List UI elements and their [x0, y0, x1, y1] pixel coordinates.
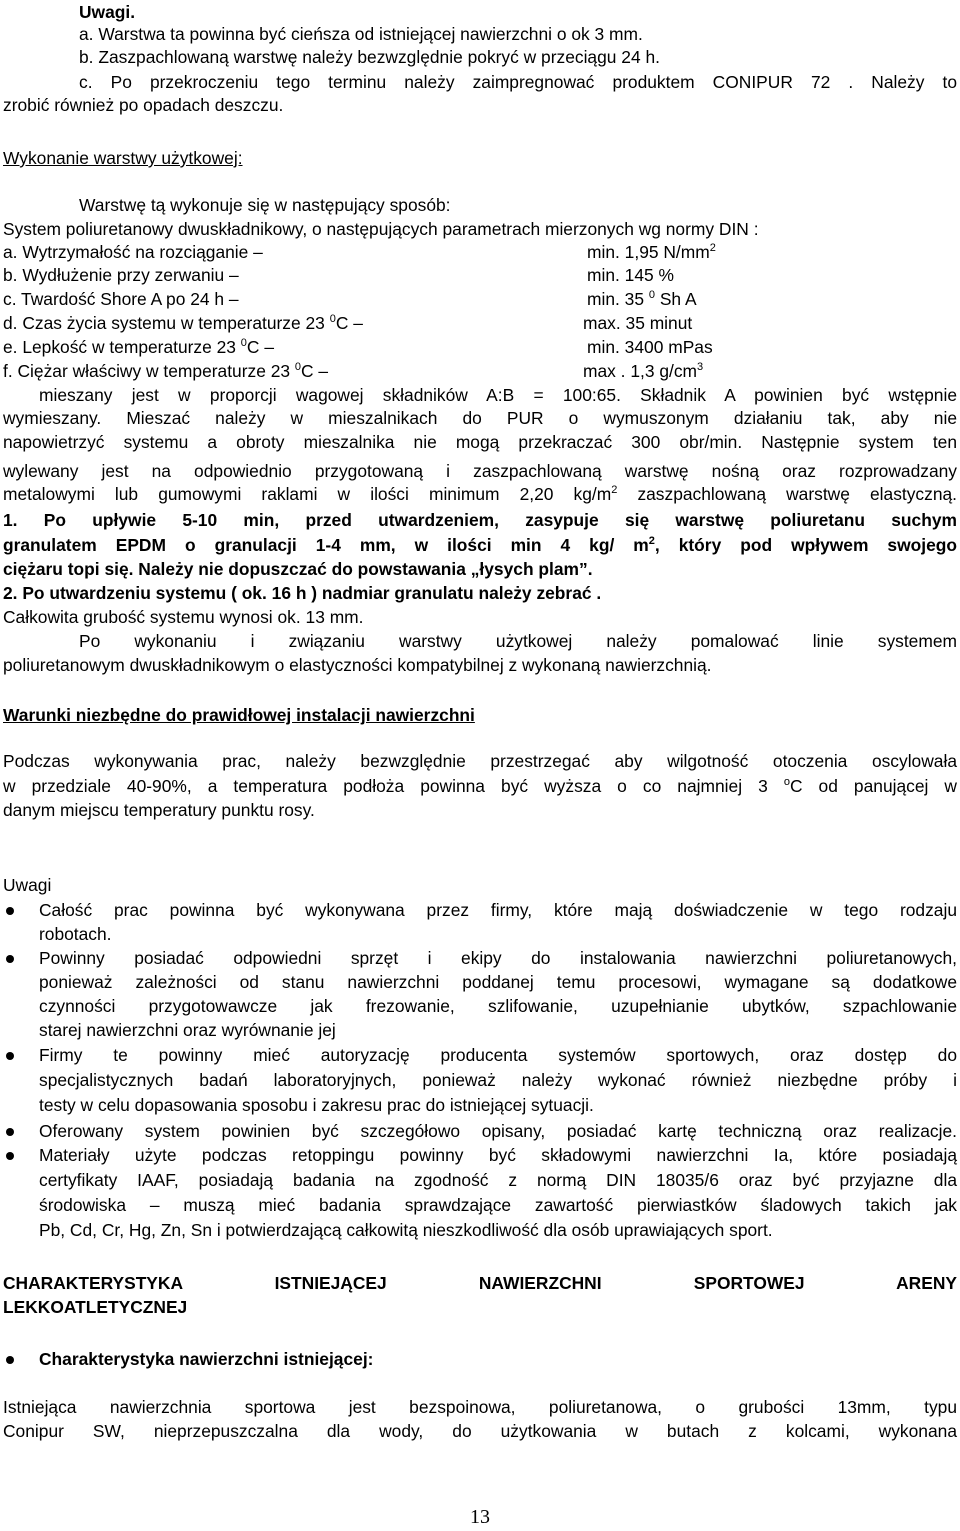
page-number: 13	[470, 1506, 490, 1528]
param-value: min. 35 $^0$ Sh A	[587, 289, 697, 309]
bullet-icon	[6, 907, 14, 915]
remarks-title: Uwagi	[3, 875, 52, 895]
param-row	[3, 241, 957, 263]
wear-layer-intro: Warstwę tą wykonuje się w następujący sposób:	[79, 195, 451, 215]
remark-3-line2: specjalistycznych badań laboratoryjnych, ponieważ należy wykonać również niezbędne próby i	[39, 1070, 957, 1090]
note-c-line2: zrobić również po opadach deszczu.	[3, 95, 284, 115]
bullet-icon	[6, 955, 14, 963]
param-label: b. Wydłużenie przy zerwaniu –	[3, 265, 239, 285]
characteristics-line2: Conipur SW, nieprzepuszczalna dla wody, do użytkowania w butach z kolcami, wykonana	[3, 1421, 957, 1441]
param-row	[3, 336, 957, 358]
bullet-icon	[6, 1128, 14, 1136]
conditions-line1: Podczas wykonywania prac, należy bezwzględnie przestrzegać aby wilgotność otoczenia oscylowała	[3, 751, 957, 771]
characteristics-subheading: Charakterystyka nawierzchni istniejącej:	[39, 1349, 374, 1369]
step1-line3: ciężaru topi się. Należy nie dopuszczać do powstawania „łysych plam”.	[3, 559, 593, 579]
remark-5-line4: Pb, Cd, Cr, Hg, Zn, Sn i potwierdzającą całkowitą nieszkodliwość dla osób uprawiających sport.	[39, 1220, 773, 1240]
characteristics-line1: Istniejąca nawierzchnia sportowa jest bezspoinowa, poliuretanowa, o grubości 13mm, typu	[3, 1397, 957, 1417]
remark-5-line3: środowiska – muszą mieć badania sprawdzające zawartość pierwiastków śladowych takich jak	[39, 1195, 957, 1215]
mixing-line4: wylewany jest na odpowiednio przygotowaną i zaszpachlowaną warstwę nośną oraz rozprowadzany	[3, 461, 957, 481]
note-b: b. Zaszpachlowaną warstwę należy bezwzględnie pokryć w przeciągu 24 h.	[79, 47, 660, 67]
remark-5-line2: certyfikaty IAAF, posiadają badania na zgodność z normą DIN 18035/6 oraz być przyjazne dla	[39, 1170, 957, 1190]
param-value: max . 1,3 $g/cm^3$	[583, 361, 704, 381]
param-value: min. 3400 mPas	[587, 337, 713, 357]
remark-5-line1: Materiały użyte podczas retoppingu powinny być składowymi nawierzchni Ia, które posiadają	[39, 1145, 957, 1165]
step1-line2: granulatem EPDM o granulacji 1-4 mm, w ilości min 4 kg/ $m^2$, który pod wpływem swojego	[3, 535, 957, 555]
mixing-line1: mieszany jest w proporcji wagowej składników A:B = 100:65. Składnik A powinien być wstępnie	[39, 385, 957, 405]
remark-2-line2: ponieważ zależności od stanu nawierzchni poddanej temu procesowi, wymagane są dodatkowe	[39, 972, 957, 992]
characteristics-heading-line2: LEKKOATLETYCZNEJ	[3, 1297, 188, 1317]
bullet-icon	[6, 1152, 14, 1160]
mixing-line3: napowietrzyć systemu a obroty mieszalnika nie mogą przekraczać 300 obr/min. Następnie system ten	[3, 432, 957, 452]
remark-1-line1: Całość prac powinna być wykonywana przez firmy, które mają doświadczenie w tego rodzaju	[39, 900, 957, 920]
characteristics-heading-line1: CHARAKTERYSTYKA ISTNIEJĄCEJ NAWIERZCHNI SPORTOWEJ ARENY	[3, 1273, 957, 1293]
notes-heading: Uwagi.	[79, 2, 136, 22]
param-label: a. Wytrzymałość na rozciąganie –	[3, 242, 263, 262]
remark-2-line4: starej nawierzchni oraz wyrównanie jej	[39, 1020, 336, 1040]
conditions-heading: Warunki niezbędne do prawidłowej instalacji nawierzchni	[3, 705, 475, 725]
mixing-line2: wymieszany. Mieszać należy w mieszalnikach do PUR o wymuszonym działaniu tak, aby nie	[3, 408, 957, 428]
wear-layer-heading: Wykonanie warstwy użytkowej:	[3, 148, 243, 168]
conditions-line3: danym miejscu temperatury punktu rosy.	[3, 800, 315, 820]
bullet-icon	[6, 1356, 14, 1364]
param-label: f. Ciężar właściwy w temperaturze 23 $^0$C –	[3, 361, 329, 381]
remark-2-line1: Powinny posiadać odpowiedni sprzęt i ekipy do instalowania nawierzchni poliuretanowych,	[39, 948, 957, 968]
wear-layer-system: System poliuretanowy dwuskładnikowy, o następujących parametrach mierzonych wg normy DIN :	[3, 219, 759, 239]
param-row	[3, 288, 957, 310]
param-row	[3, 312, 957, 334]
remark-4-line1: Oferowany system powinien być szczegółowo opisany, posiadać kartę techniczną oraz realizacje.	[39, 1121, 957, 1141]
remark-2-line3: czynności przygotowawcze jak frezowanie, szlifowanie, uzupełnianie ubytków, szpachlowanie	[39, 996, 957, 1016]
conditions-line2: w przedziale 40-90%, a temperatura podłoża powinna być wyższa o co najmniej 3 $^o$C od panującej w	[3, 776, 957, 796]
step1-line1: 1. Po upływie 5-10 min, przed utwardzeniem, zasypuje się warstwę poliuretanu suchym	[3, 510, 957, 530]
step2: 2. Po utwardzeniu systemu ( ok. 16 h ) nadmiar granulatu należy zebrać .	[3, 583, 602, 603]
note-a: a. Warstwa ta powinna być cieńsza od istniejącej nawierzchni o ok 3 mm.	[79, 24, 643, 44]
param-value: min. 145 %	[587, 265, 674, 285]
param-value: min. 1,95 $N/mm^2$	[587, 242, 716, 262]
remark-3-line3: testy w celu dopasowania sposobu i zakresu prac do istniejącej sytuacji.	[39, 1095, 594, 1115]
param-value: max. 35 minut	[583, 313, 693, 333]
mixing-line5: metalowymi lub gumowymi raklami w ilości minimum 2,20 $kg/m^2$ zaszpachlowaną warstwę elastyczną.	[3, 484, 957, 504]
remark-3-line1: Firmy te powinny mieć autoryzację producenta systemów sportowych, oraz dostęp do	[39, 1045, 957, 1065]
param-label: e. Lepkość w temperaturze 23 $^0$C –	[3, 337, 274, 357]
total-thickness: Całkowita grubość systemu wynosi ok. 13 mm.	[3, 607, 364, 627]
bullet-icon	[6, 1052, 14, 1060]
param-label: d. Czas życia systemu w temperaturze 23 $^0$C –	[3, 313, 363, 333]
remark-1-line2: robotach.	[39, 924, 112, 944]
param-label: c. Twardość Shore A po 24 h –	[3, 289, 239, 309]
painting-line2: poliuretanowym dwuskładnikowym o elastyczności kompatybilnej z wykonaną nawierzchnią.	[3, 655, 712, 675]
param-row	[3, 264, 957, 286]
param-row	[3, 360, 957, 382]
note-c-line1: c. Po przekroczeniu tego terminu należy zaimpregnować produktem CONIPUR 72 . Należy to	[79, 72, 957, 92]
painting-line1: Po wykonaniu i związaniu warstwy użytkowej należy pomalować linie systemem	[79, 631, 957, 651]
